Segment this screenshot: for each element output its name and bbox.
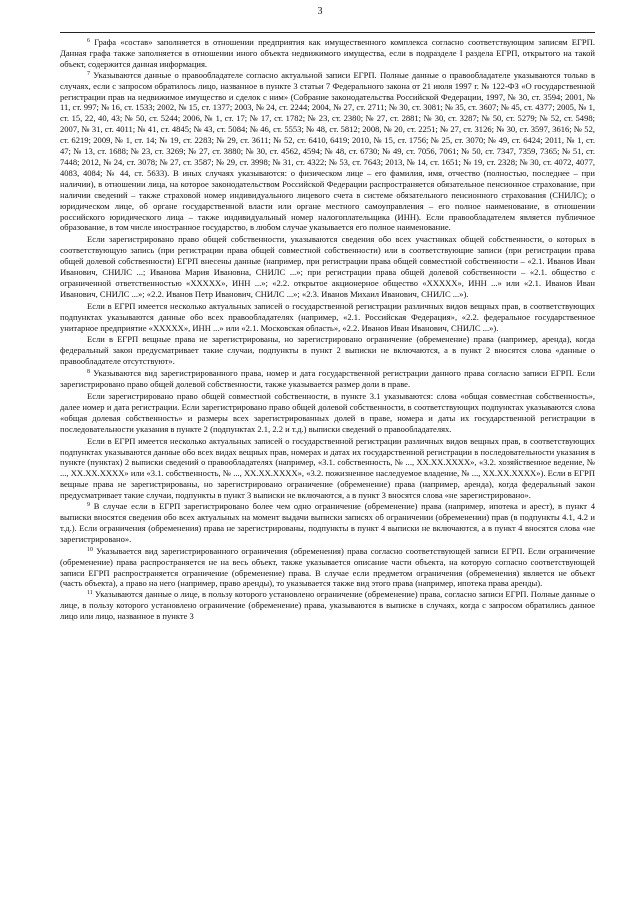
- footnote-text: Указываются данные о правообладателе согласно актуальной записи ЕГРП. Полные данные о правообладателе указываются только в случаях, если с запросом обратилось лицо, названное в пункте 3 статьи 7 Федерального закона от 21 июля 1997 г. № 122-ФЗ «О государственной регистрации прав на недвижимое имущество и сделок с ним» (Собрание законодательства Российской Федерации, 1997, № 30, ст. 3594; 2001, № 11, ст. 997; № 16, ст. 1533; 2002, № 15, ст. 1377; 2003, № 24, ст. 2244; 2004, № 27, ст. 2711; № 30, ст. 3081; № 35, ст. 3607; № 45, ст. 4377; 2005, № 1, ст. 15, 22, 40, 43; № 50, ст. 5244; 2006, № 1, ст. 17; № 17, ст. 1782; № 23, ст. 2380; № 27, ст. 2881; № 30, ст. 3287; № 50, ст. 5279; № 52, ст. 5498; 2007, № 31, ст. 4011; № 41, ст. 4845; № 43, ст. 5084; № 46, ст. 5553; № 48, ст. 5812; 2008, № 20, ст. 2251; № 27, ст. 3126; № 30, ст. 3597, 3616; № 52, ст. 6219; 2009, № 1, ст. 14; № 19, ст. 2283; № 29, ст. 3611; № 52, ст. 6410, 6419; 2010, № 15, ст. 1756; № 25, ст. 3070; № 49, ст. 6424; 2011, № 1, ст. 47; № 13, ст. 1688; № 23, ст. 3269; № 27, ст. 3880; № 30, ст. 4562, 4594; № 48, ст. 6730; № 49, ст. 7056, 7061; № 50, ст. 7347, 7359, 7365; № 51, ст. 7448; 2012, № 24, ст. 3078; № 27, ст. 3587; № 29, ст. 3998; № 31, ст. 4322; № 53, ст. 7643; 2013, № 14, ст. 1651; № 19, ст. 2328; № 30, ст. 4072, 4077, 4083, 4084; № 44, ст. 5633). В иных случаях указываются: о физическом лице – его фамилия, имя, отчество (полностью, последнее – при наличии), в отношении лица, на которое законодательством Российской Федерации распространяется обязательное пенсионное страхование, при наличии сведений – также страховой номер индивидуального лицевого счета в системе обязательного пенсионного страхования (СНИЛС); о юридическом лице, об органе государственной власти или органе местного самоуправления – его полное наименование, в отношении российского юридического лица – также индивидуальный номер налогоплательщика (ИНН). Если правообладателем является публичное образование, в том числе иностранное государство, в любом случае указывается его полное наименование.: [60, 69, 596, 233]
- footnote-7: [60, 70, 595, 234]
- footnote-text: Указывается вид зарегистрированного ограничения (обременения) права согласно соответствующей записи ЕГРП. Если ограничение (обременение) права распространяется не на весь объект, также указывается описание части объекта, на которую согласно соответствующей записи ЕГРП распространяется ограничение (обременение) права. В случае если предметом ограничения (обременения) является не объект (часть объекта), а право на него (например, право аренды), то указывается также вид этого права (например, ипотека права аренды).: [60, 545, 595, 589]
- footnote-text: Графа «состав» заполняется в отношении предприятия как имущественного комплекса согласно соответствующим записям ЕГРП. Данная графа также заполняется в отношении иного объекта недвижимого имущества, если в подразделе I раздела ЕГРП, открытого на такой объект, содержится данная информация.: [60, 37, 595, 69]
- page-number: 3: [317, 6, 323, 17]
- footnote-8: [60, 368, 595, 390]
- footnote-number: 11: [87, 590, 93, 597]
- footnote-number: 10: [87, 546, 93, 553]
- paragraph: Если зарегистрировано право общей собственности, указываются сведения обо всех участниках общей собственности, о которых в соответствующую запись (при регистрации права общей совместной собственности) или в соответствующие записи (при регистрации права общей долевой собственности) ЕГРП внесены данные (например, при регистрации права общей совместной собственности – «2.1. Иванов Иван Иванович, СНИЛС ...; Иванова Мария Ивановна, СНИЛС ...»; при регистрации права общей долевой собственности – «2.1. общество с ограниченной ответственностью «XXXXX», ИНН ...»; «2.2. открытое акционерное общество «XXXXX», ИНН ...» или «2.1. Иванов Иван Иванович, СНИЛС ...»; «2.2. Иванов Петр Иванович, СНИЛС ...»; «2.3. Иванов Михаил Иванович, СНИЛС ...»).: [60, 234, 595, 299]
- paragraph: Если в ЕГРП вещные права не зарегистрированы, но зарегистрировано ограничение (обременение) права (например, аренда), когда федеральный закон предусматривает такие случаи, подпункты в пункт 2 выписки не включаются, а в пункт 2 вносятся слова «данные о правообладателе отсутствуют».: [60, 334, 595, 367]
- footnote-11: [60, 589, 595, 622]
- footnote-text: Указываются вид зарегистрированного права, номер и дата государственной регистрации данного права согласно записи ЕГРП. Если зарегистрировано право общей долевой собственности, также указывается размер доли в праве.: [60, 368, 595, 390]
- paragraph: Если в ЕГРП имеется несколько актуальных записей о государственной регистрации различных видов вещных прав, в соответствующих подпунктах указываются данные обо всех видах вещных прав, номерах и датах их государственной регистрации в последовательности указания в пункте (пунктах) 2 выписки сведений о правообладателях (например, «3.1. собственность, № ..., XX.XX.XXXX», «3.2. хозяйственное ведение, № ..., XX.XX.XXXX» или «3.1. собственность, № ..., XX.XX.XXXX», «3.2. пожизненное наследуемое владение, № ..., XX.XX.XXXX»). Если в ЕГРП вещные права не зарегистрированы, но зарегистрировано ограничение (обременение) права (например, аренда), когда федеральный закон предусматривает такие случаи, подпункты в пункт 3 выписки не включаются, а в пункт 3 вносятся слова «не зарегистрировано».: [60, 435, 595, 501]
- footnote-number: 6: [87, 38, 90, 44]
- footnote-6: [60, 37, 595, 70]
- paragraph: Если зарегистрировано право общей совместной собственности, в пункте 3.1 указываются: слова «общая совместная собственность», далее номер и дата регистрации. Если зарегистрировано право общей долевой собственности, в соответствующих подпунктах указываются слова «общая долевая собственность» и размеры всех зарегистрированных долей в праве, номера и даты их государственной регистрации в последовательности указания в пункте 2 (подпунктах 2.1, 2.2 и т.д.) выписки сведений о правообладателях.: [60, 391, 595, 434]
- paragraph: Если в ЕГРП имеется несколько актуальных записей о государственной регистрации различных видов вещных прав, в соответствующих подпунктах указываются данные обо всех правообладателях (например, «2.1. Российская Федерация», «2.2. федеральное государственное унитарное предприятие «XXXXX», ИНН ...» или «2.1. Московская область», «2.2. Иванов Иван Иванович, СНИЛС ...»).: [60, 300, 595, 333]
- footnote-10: [60, 546, 595, 590]
- footnote-9: [60, 501, 595, 545]
- footnote-text: Указываются данные о лице, в пользу которого установлено ограничение (обременение) права, согласно записи ЕГРП. Полные данные о лице, в пользу которого установлено ограничение (обременение) права, указываются в выписке в случаях, когда с запросом обратились данное лицо или лицо, названное в пункте 3: [60, 589, 595, 622]
- footnote-number: 7: [87, 70, 90, 77]
- header-rule: [60, 32, 595, 33]
- footnote-text: В случае если в ЕГРП зарегистрировано более чем одно ограничение (обременение) права (например, ипотека и арест), в пункт 4 выписки вносятся сведения обо всех актуальных на момент выдачи выписки записях об ограничении (обременении) прав (в подпункты 4.1, 4.2 и т.д.). Если ограничения (обременения) права не зарегистрированы, подпункты в пункт 4 выписки не включаются, а в пункт 4 вносятся слова «не зарегистрировано».: [60, 501, 595, 544]
- footnote-number: 8: [87, 369, 90, 376]
- footnote-number: 9: [87, 502, 90, 509]
- footnotes-body: [60, 37, 595, 622]
